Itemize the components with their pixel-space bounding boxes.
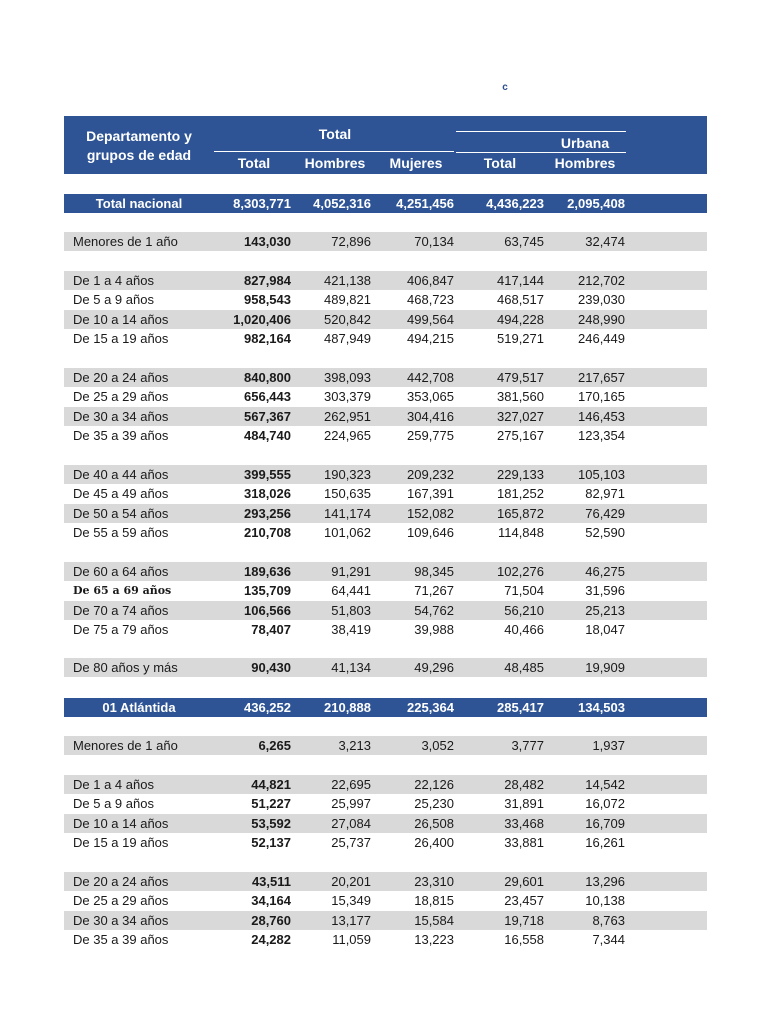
cell-urbana-hombres: 13,296: [585, 874, 625, 889]
cell-hombres: 3,213: [338, 738, 371, 753]
cell-total: 210,708: [244, 525, 291, 540]
row-label: De 1 a 4 años: [73, 273, 154, 288]
cell-urbana-hombres: 170,165: [578, 389, 625, 404]
cell-total: 656,443: [244, 389, 291, 404]
cell-mujeres: 98,345: [414, 564, 454, 579]
row-label: De 25 a 29 años: [73, 893, 169, 908]
row-label: De 10 a 14 años: [73, 312, 169, 327]
row-label: De 1 a 4 años: [73, 777, 154, 792]
cell-mujeres: 225,364: [407, 700, 454, 715]
table-row: [64, 426, 707, 445]
row-label: De 60 a 64 años: [73, 564, 169, 579]
department-header-line2: grupos de edad: [86, 147, 192, 163]
cell-urbana-hombres: 82,971: [585, 486, 625, 501]
cell-mujeres: 468,723: [407, 292, 454, 307]
cell-mujeres: 3,052: [421, 738, 454, 753]
cell-hombres: 141,174: [324, 506, 371, 521]
cell-hombres: 51,803: [331, 603, 371, 618]
cell-urbana-total: 29,601: [504, 874, 544, 889]
cell-total: 484,740: [244, 428, 291, 443]
cell-urbana-total: 381,560: [497, 389, 544, 404]
cell-hombres: 489,821: [324, 292, 371, 307]
cell-urbana-hombres: 105,103: [578, 467, 625, 482]
cell-mujeres: 353,065: [407, 389, 454, 404]
row-label: Total nacional: [95, 196, 183, 211]
table-row: [64, 387, 707, 406]
cell-urbana-total: 468,517: [497, 292, 544, 307]
table-row: [64, 290, 707, 309]
cell-urbana-hombres: 246,449: [578, 331, 625, 346]
cell-mujeres: 304,416: [407, 409, 454, 424]
cell-total: 1,020,406: [233, 312, 291, 327]
cell-mujeres: 70,134: [414, 234, 454, 249]
cell-urbana-total: 229,133: [497, 467, 544, 482]
cell-hombres: 101,062: [324, 525, 371, 540]
cell-urbana-total: 56,210: [504, 603, 544, 618]
total-group-header: Total: [318, 126, 352, 142]
cell-hombres: 20,201: [331, 874, 371, 889]
cell-mujeres: 71,267: [414, 583, 454, 598]
row-label: De 30 a 34 años: [73, 913, 169, 928]
cell-urbana-total: 28,482: [504, 777, 544, 792]
cell-urbana-total: 31,891: [504, 796, 544, 811]
urbana-group-topline: [456, 131, 626, 132]
cell-urbana-total: 479,517: [497, 370, 544, 385]
cell-mujeres: 209,232: [407, 467, 454, 482]
table-row: [64, 465, 707, 484]
row-label: De 30 a 34 años: [73, 409, 169, 424]
cell-urbana-total: 23,457: [504, 893, 544, 908]
table-row: [64, 523, 707, 542]
cell-hombres: 72,896: [331, 234, 371, 249]
table-row: [64, 775, 707, 794]
cell-mujeres: 26,508: [414, 816, 454, 831]
cell-total: 189,636: [244, 564, 291, 579]
cell-total: 28,760: [251, 913, 291, 928]
cell-mujeres: 494,215: [407, 331, 454, 346]
cell-urbana-total: 285,417: [497, 700, 544, 715]
cell-urbana-total: 327,027: [497, 409, 544, 424]
cell-mujeres: 499,564: [407, 312, 454, 327]
table-row: [64, 581, 707, 600]
cell-urbana-total: 3,777: [511, 738, 544, 753]
cell-hombres: 25,737: [331, 835, 371, 850]
row-label: De 50 a 54 años: [73, 506, 169, 521]
cell-hombres: 520,842: [324, 312, 371, 327]
table-row: [64, 271, 707, 290]
row-label: De 25 a 29 años: [73, 389, 169, 404]
cell-total: 135,709: [244, 583, 291, 598]
cell-hombres: 4,052,316: [313, 196, 371, 211]
cell-urbana-total: 71,504: [504, 583, 544, 598]
cell-hombres: 11,059: [332, 932, 371, 947]
cell-total: 318,026: [244, 486, 291, 501]
cell-urbana-total: 48,485: [504, 660, 544, 675]
row-label: De 20 a 24 años: [73, 874, 169, 889]
cell-total: 567,367: [244, 409, 291, 424]
col-header-urbana-total: Total: [483, 155, 517, 171]
cell-hombres: 487,949: [324, 331, 371, 346]
row-label: Menores de 1 año: [73, 738, 178, 753]
cell-urbana-hombres: 2,095,408: [567, 196, 625, 211]
cell-hombres: 22,695: [331, 777, 371, 792]
table-row: [64, 329, 707, 348]
table-row: [64, 930, 707, 949]
row-label: De 35 a 39 años: [73, 428, 169, 443]
table-row: [64, 407, 707, 426]
cell-urbana-total: 4,436,223: [486, 196, 544, 211]
row-label: De 5 a 9 años: [73, 796, 154, 811]
cell-urbana-hombres: 1,937: [592, 738, 625, 753]
cell-total: 52,137: [251, 835, 291, 850]
cell-hombres: 224,965: [324, 428, 371, 443]
cell-hombres: 421,138: [324, 273, 371, 288]
cell-hombres: 41,134: [331, 660, 371, 675]
cell-mujeres: 4,251,456: [396, 196, 454, 211]
cell-total: 43,511: [251, 874, 291, 889]
urbana-group-header: Urbana: [560, 135, 610, 151]
cell-hombres: 38,419: [331, 622, 371, 637]
cell-hombres: 262,951: [324, 409, 371, 424]
cell-total: 827,984: [244, 273, 291, 288]
table-row: [64, 310, 707, 329]
row-label: De 15 a 19 años: [73, 331, 169, 346]
cell-urbana-hombres: 18,047: [585, 622, 625, 637]
cell-urbana-hombres: 239,030: [578, 292, 625, 307]
cell-urbana-total: 275,167: [497, 428, 544, 443]
row-label: De 10 a 14 años: [73, 816, 169, 831]
cell-hombres: 27,084: [331, 816, 371, 831]
cell-total: 51,227: [251, 796, 291, 811]
cell-mujeres: 39,988: [414, 622, 454, 637]
table-row: [64, 601, 707, 620]
col-header-urbana-hombres: Hombres: [554, 155, 616, 171]
row-label: De 20 a 24 años: [73, 370, 169, 385]
cell-mujeres: 167,391: [407, 486, 454, 501]
cell-total: 8,303,771: [233, 196, 291, 211]
cell-urbana-hombres: 134,503: [578, 700, 625, 715]
cell-urbana-total: 33,881: [504, 835, 544, 850]
cell-urbana-hombres: 25,213: [585, 603, 625, 618]
cell-total: 436,252: [244, 700, 291, 715]
cell-hombres: 15,349: [331, 893, 371, 908]
cell-urbana-total: 494,228: [497, 312, 544, 327]
cell-urbana-total: 19,718: [504, 913, 544, 928]
row-label: De 65 a 69 años: [73, 584, 172, 597]
cell-total: 44,821: [251, 777, 291, 792]
cell-hombres: 13,177: [331, 913, 371, 928]
cell-mujeres: 25,230: [414, 796, 454, 811]
cell-hombres: 210,888: [324, 700, 371, 715]
cell-total: 106,566: [244, 603, 291, 618]
cell-urbana-hombres: 123,354: [578, 428, 625, 443]
cell-total: 982,164: [244, 331, 291, 346]
row-label: 01 Atlántida: [102, 700, 176, 715]
cell-total: 840,800: [244, 370, 291, 385]
table-row: [64, 504, 707, 523]
cell-hombres: 25,997: [331, 796, 371, 811]
cell-mujeres: 109,646: [407, 525, 454, 540]
table-row: [64, 911, 707, 930]
cell-hombres: 64,441: [331, 583, 371, 598]
cell-mujeres: 54,762: [414, 603, 454, 618]
cell-mujeres: 259,775: [407, 428, 454, 443]
cell-mujeres: 13,223: [414, 932, 454, 947]
row-label: De 15 a 19 años: [73, 835, 169, 850]
cell-total: 399,555: [244, 467, 291, 482]
cell-urbana-hombres: 31,596: [585, 583, 625, 598]
table-row: [64, 232, 707, 251]
cell-total: 958,543: [244, 292, 291, 307]
cell-mujeres: 15,584: [414, 913, 454, 928]
cell-mujeres: 18,815: [414, 893, 454, 908]
cell-urbana-total: 519,271: [497, 331, 544, 346]
summary-row: [64, 194, 707, 213]
cell-hombres: 190,323: [324, 467, 371, 482]
table-row: [64, 891, 707, 910]
cell-urbana-total: 63,745: [504, 234, 544, 249]
table-row: [64, 814, 707, 833]
cell-urbana-total: 181,252: [497, 486, 544, 501]
department-header: [64, 127, 214, 165]
cell-hombres: 398,093: [324, 370, 371, 385]
cell-urbana-total: 40,466: [504, 622, 544, 637]
table-row: [64, 872, 707, 891]
cell-urbana-hombres: 16,072: [585, 796, 625, 811]
table-row: [64, 833, 707, 852]
total-group-underline: [214, 151, 454, 152]
cell-urbana-hombres: 248,990: [578, 312, 625, 327]
cell-urbana-total: 165,872: [497, 506, 544, 521]
cell-total: 90,430: [251, 660, 291, 675]
cell-mujeres: 49,296: [414, 660, 454, 675]
cell-urbana-hombres: 10,138: [585, 893, 625, 908]
cell-urbana-hombres: 212,702: [578, 273, 625, 288]
cell-urbana-hombres: 32,474: [585, 234, 625, 249]
cell-urbana-hombres: 16,261: [585, 835, 625, 850]
cell-mujeres: 22,126: [414, 777, 454, 792]
cell-total: 53,592: [251, 816, 291, 831]
cell-urbana-total: 33,468: [504, 816, 544, 831]
cell-urbana-hombres: 217,657: [578, 370, 625, 385]
cell-total: 6,265: [258, 738, 291, 753]
col-header-total: Total: [237, 155, 271, 171]
row-label: De 75 a 79 años: [73, 622, 169, 637]
table-row: [64, 368, 707, 387]
table-row: [64, 794, 707, 813]
table-row: [64, 620, 707, 639]
cell-urbana-hombres: 46,275: [585, 564, 625, 579]
table-row: [64, 658, 707, 677]
cell-urbana-hombres: 7,344: [592, 932, 625, 947]
urbana-group-underline: [456, 152, 626, 153]
table-row: [64, 736, 707, 755]
row-label: De 5 a 9 años: [73, 292, 154, 307]
cell-total: 34,164: [251, 893, 291, 908]
row-label: De 45 a 49 años: [73, 486, 169, 501]
cell-mujeres: 26,400: [414, 835, 454, 850]
cell-total: 293,256: [244, 506, 291, 521]
top-mark: c: [502, 82, 508, 93]
cell-urbana-hombres: 52,590: [585, 525, 625, 540]
cell-mujeres: 23,310: [414, 874, 454, 889]
row-label: De 70 a 74 años: [73, 603, 169, 618]
row-label: De 35 a 39 años: [73, 932, 169, 947]
cell-total: 24,282: [251, 932, 291, 947]
cell-urbana-hombres: 8,763: [592, 913, 625, 928]
cell-urbana-hombres: 16,709: [585, 816, 625, 831]
cell-urbana-total: 16,558: [504, 932, 544, 947]
cell-total: 143,030: [244, 234, 291, 249]
row-label: De 55 a 59 años: [73, 525, 169, 540]
cell-hombres: 303,379: [324, 389, 371, 404]
table-row: [64, 562, 707, 581]
cell-hombres: 91,291: [331, 564, 371, 579]
cell-urbana-hombres: 76,429: [585, 506, 625, 521]
col-header-hombres: Hombres: [304, 155, 366, 171]
cell-urbana-hombres: 19,909: [585, 660, 625, 675]
cell-urbana-total: 114,848: [497, 525, 544, 540]
cell-hombres: 150,635: [324, 486, 371, 501]
cell-mujeres: 406,847: [407, 273, 454, 288]
cell-mujeres: 442,708: [407, 370, 454, 385]
table-row: [64, 484, 707, 503]
cell-urbana-total: 102,276: [497, 564, 544, 579]
cell-urbana-hombres: 146,453: [578, 409, 625, 424]
cell-mujeres: 152,082: [407, 506, 454, 521]
cell-total: 78,407: [251, 622, 291, 637]
row-label: De 80 años y más: [73, 660, 178, 675]
cell-urbana-hombres: 14,542: [585, 777, 625, 792]
row-label: Menores de 1 año: [73, 234, 178, 249]
col-header-mujeres: Mujeres: [389, 155, 443, 171]
table-header: [64, 116, 707, 174]
department-header-line1: Departamento y: [86, 128, 192, 144]
cell-urbana-total: 417,144: [497, 273, 544, 288]
row-label: De 40 a 44 años: [73, 467, 169, 482]
summary-row: [64, 698, 707, 717]
